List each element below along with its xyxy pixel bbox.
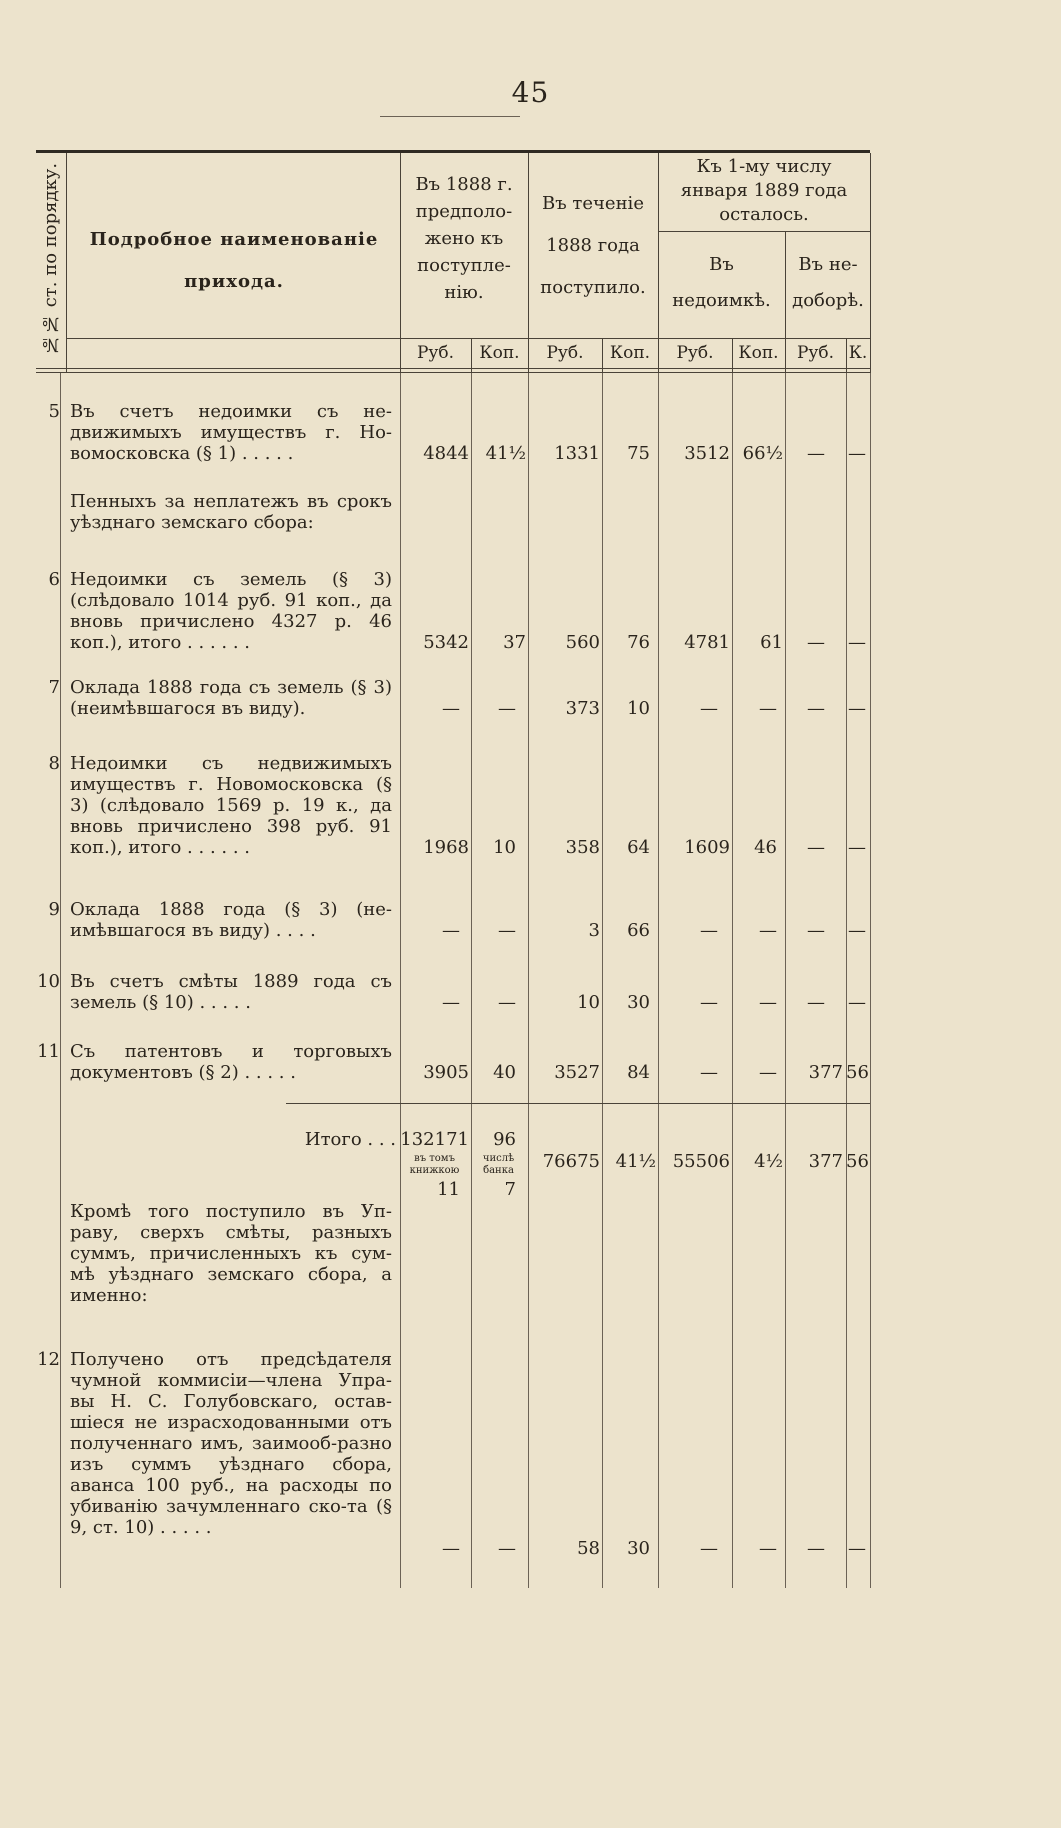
shortfall-kop: —	[848, 992, 866, 1013]
page-number: 45	[511, 76, 550, 109]
row-description: Оклада 1888 года (§ 3) (не-имѣвшагося въ виду) . . . .	[70, 899, 392, 941]
unit-label: К.	[848, 343, 868, 363]
received-kop: 84	[627, 1062, 650, 1083]
total-label: Итого . . .	[304, 1129, 396, 1150]
planned-rub: 3905	[423, 1062, 469, 1083]
total-received-rub: 76675	[542, 1151, 600, 1172]
received-rub: 560	[565, 632, 600, 653]
arrears-kop: —	[759, 1538, 777, 1559]
received-kop: 76	[627, 632, 650, 653]
total-planned-kop: 96	[493, 1129, 516, 1150]
header-column-arrears: Въ недоимкѣ.	[672, 254, 771, 311]
arrears-kop: —	[759, 992, 777, 1013]
unit-label: Руб.	[416, 343, 455, 363]
shortfall-rub: —	[807, 837, 825, 858]
unit-label: Коп.	[479, 343, 520, 363]
row-description: Съ патентовъ и торговыхъ документовъ (§ 2) . . . . .	[70, 1041, 392, 1083]
arrears-kop: 46	[754, 837, 777, 858]
row-number: 5	[48, 401, 60, 422]
planned-rub: —	[442, 920, 460, 941]
received-rub: 358	[565, 837, 600, 858]
planned-rub: —	[442, 698, 460, 719]
unit-label: Коп.	[738, 343, 779, 363]
header-column-shortfall: Въ не-доборѣ.	[792, 254, 864, 311]
arrears-rub: 3512	[684, 443, 730, 464]
total-shortfall-rub: 377	[808, 1151, 843, 1172]
shortfall-rub: —	[807, 698, 825, 719]
received-rub: 373	[565, 698, 600, 719]
arrears-rub: 4781	[684, 632, 730, 653]
total-arrears-kop: 4½	[754, 1151, 783, 1172]
planned-kop: —	[498, 698, 516, 719]
received-kop: 66	[627, 920, 650, 941]
received-rub: 3527	[554, 1062, 600, 1083]
row-description: Получено отъ предсѣдателя чумной коммисiи—члена Упра-вы Н. С. Голубовскаго, остав-шiеся не израсходованными отъ полученнаго имъ, заимооб-разно изъ суммъ уѣзднаго сбора, аванса 100 руб., на расходы по убиванiю зачумленнаго ско-та (§ 9, ст. 10) . . . . .	[70, 1349, 392, 1538]
planned-kop: —	[498, 920, 516, 941]
arrears-kop: —	[759, 1062, 777, 1083]
table-body	[36, 373, 870, 1588]
arrears-rub: —	[700, 698, 718, 719]
received-kop: 75	[627, 443, 650, 464]
total-rule	[286, 1103, 870, 1104]
received-rub: 3	[588, 920, 600, 941]
arrears-kop: —	[759, 920, 777, 941]
arrears-rub: —	[700, 920, 718, 941]
row-number: 10	[37, 971, 60, 992]
total-shortfall-kop: 56	[846, 1151, 869, 1172]
shortfall-kop: —	[848, 698, 866, 719]
shortfall-rub: —	[807, 632, 825, 653]
received-kop: 30	[627, 992, 650, 1013]
row-number: 11	[37, 1041, 60, 1062]
unit-label: Руб.	[676, 343, 714, 363]
shortfall-kop: —	[848, 920, 866, 941]
header-column-remaining: Къ 1-му числу января 1889 года осталось.	[680, 156, 848, 225]
shortfall-kop: —	[848, 443, 866, 464]
received-rub: 10	[577, 992, 600, 1013]
planned-rub: 1968	[423, 837, 469, 858]
planned-rub: 5342	[423, 632, 469, 653]
extra-intro-text: Кромѣ того поступило въ Уп-раву, сверхъ смѣты, разныхъ суммъ, причисленныхъ къ сум-мѣ уѣзднаго земскаго сбора, а именно:	[70, 1201, 392, 1306]
row-description: Въ счетъ смѣты 1889 года съ земель (§ 10) . . . . .	[70, 971, 392, 1013]
shortfall-kop: —	[848, 632, 866, 653]
arrears-rub: —	[700, 1538, 718, 1559]
received-rub: 58	[577, 1538, 600, 1559]
arrears-rub: —	[700, 1062, 718, 1083]
planned-kop: 10	[493, 837, 516, 858]
total-note-left: въ томъ книжкою	[409, 1153, 460, 1176]
planned-kop: 37	[503, 632, 526, 653]
row-description: Оклада 1888 года съ земель (§ 3) (неимѣвшагося въ виду).	[70, 677, 392, 719]
received-kop: 10	[627, 698, 650, 719]
arrears-kop: 61	[760, 632, 783, 653]
planned-rub: 4844	[423, 443, 469, 464]
arrears-kop: —	[759, 698, 777, 719]
row-number: 8	[48, 753, 60, 774]
shortfall-rub: —	[807, 443, 825, 464]
arrears-rub: 1609	[684, 837, 730, 858]
total-note-kop: 7	[504, 1179, 516, 1200]
planned-kop: —	[498, 1538, 516, 1559]
received-kop: 64	[627, 837, 650, 858]
unit-label: Коп.	[609, 343, 651, 363]
total-received-kop: 41½	[615, 1151, 656, 1172]
header-column-name: Подробное наименованiе прихода.	[89, 229, 379, 292]
row-number: 12	[37, 1349, 60, 1370]
planned-kop: 40	[493, 1062, 516, 1083]
received-rub: 1331	[554, 443, 600, 464]
ledger-table	[36, 150, 870, 1588]
unit-label: Руб.	[796, 343, 835, 363]
shortfall-kop: —	[848, 1538, 866, 1559]
received-kop: 30	[627, 1538, 650, 1559]
shortfall-rub: 377	[808, 1062, 843, 1083]
row-description: Недоимки съ недвижимыхъ имуществъ г. Новомосковска (§ 3) (слѣдовало 1569 р. 19 к., да вновь причислено 398 руб. 91 коп.), итого . . . . . .	[70, 753, 392, 858]
planned-rub: —	[442, 992, 460, 1013]
row-number: 7	[48, 677, 60, 698]
shortfall-rub: —	[807, 920, 825, 941]
shortfall-rub: —	[807, 1538, 825, 1559]
row-description: Недоимки съ земель (§ 3) (слѣдовало 1014 руб. 91 коп., да вновь причислено 4327 р. 46 коп.), итого . . . . . .	[70, 569, 392, 653]
total-planned-rub: 132171	[400, 1129, 469, 1150]
row-number: 6	[48, 569, 60, 590]
header-column-planned: Въ 1888 г. предполо-жено къ поступле-нiю.	[415, 174, 513, 303]
shortfall-rub: —	[807, 992, 825, 1013]
unit-label: Руб.	[546, 343, 584, 363]
table-header	[36, 153, 870, 373]
planned-kop: —	[498, 992, 516, 1013]
planned-kop: 41½	[485, 443, 526, 464]
shortfall-kop: 56	[846, 1062, 869, 1083]
row-description: Въ счетъ недоимки съ не-движимыхъ имуществъ г. Но-вомосковска (§ 1) . . . . .	[70, 401, 392, 464]
total-note-rub: 11	[437, 1179, 460, 1200]
arrears-rub: —	[700, 992, 718, 1013]
total-arrears-rub: 55506	[672, 1151, 730, 1172]
page-number-rule	[380, 116, 520, 117]
row-number: 9	[48, 899, 60, 920]
planned-rub: —	[442, 1538, 460, 1559]
arrears-kop: 66½	[742, 443, 783, 464]
row-description: Пенныхъ за неплатежъ въ срокъ уѣзднаго земскаго сбора:	[70, 491, 392, 533]
header-column-number: №№ ст. по порядку.	[40, 162, 61, 356]
shortfall-kop: —	[848, 837, 866, 858]
total-note-right: числѣ банка	[482, 1153, 515, 1176]
header-column-received: Въ теченiе 1888 года поступило.	[540, 193, 646, 298]
